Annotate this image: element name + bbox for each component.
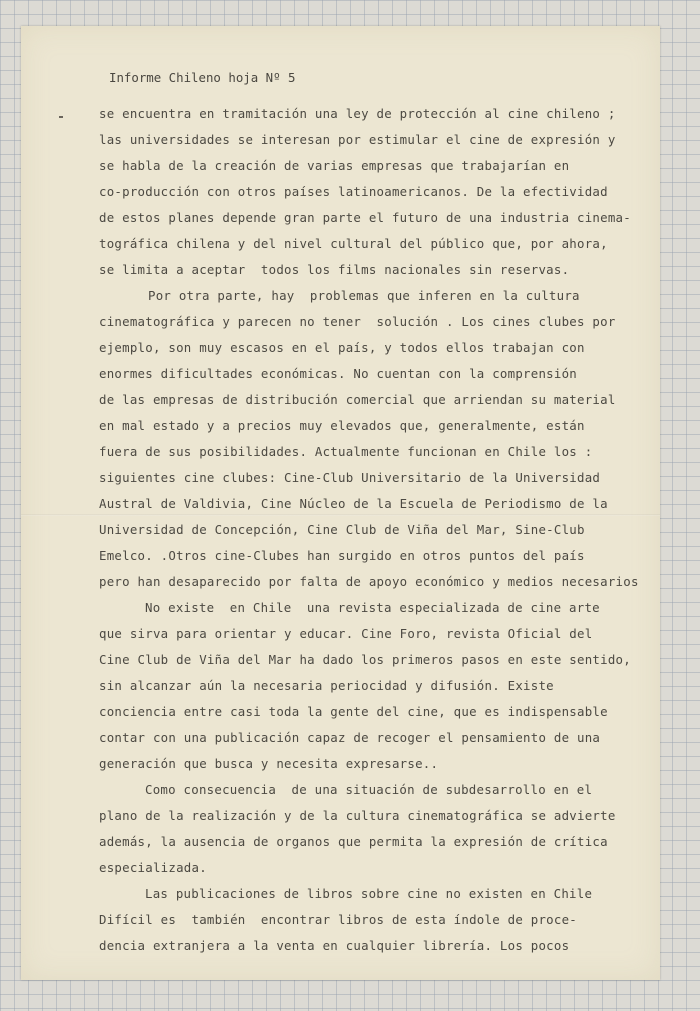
text-line: Emelco. .Otros cine-Clubes han surgido en otros puntos del país [99, 548, 585, 563]
text-line: de estos planes depende gran parte el futuro de una industria cinema- [99, 210, 631, 225]
text-line: co-producción con otros países latinoamericanos. De la efectividad [99, 184, 608, 199]
text-line: se habla de la creación de varias empresas que trabajarían en [99, 158, 570, 173]
text-line: generación que busca y necesita expresarse.. [99, 756, 439, 771]
paper-fold-crease [21, 514, 660, 516]
text-line: cinematográfica y parecen no tener solución . Los cines clubes por [99, 314, 616, 329]
text-line: en mal estado y a precios muy elevados que, generalmente, están [99, 418, 585, 433]
text-line: Austral de Valdivia, Cine Núcleo de la Escuela de Periodismo de la [99, 496, 608, 511]
text-line: Difícil es también encontrar libros de esta índole de proce- [99, 912, 578, 927]
text-line: tográfica chilena y del nivel cultural del público que, por ahora, [99, 236, 608, 251]
text-line: contar con una publicación capaz de recoger el pensamiento de una [99, 730, 601, 745]
text-line: ejemplo, son muy escasos en el país, y todos ellos trabajan con [99, 340, 585, 355]
text-line: fuera de sus posibilidades. Actualmente funcionan en Chile los : [99, 444, 593, 459]
typewritten-page [21, 26, 660, 980]
text-line: de las empresas de distribución comercial que arriendan su material [99, 392, 616, 407]
text-line: siguientes cine clubes: Cine-Club Universitario de la Universidad [99, 470, 601, 485]
text-line: se limita a aceptar todos los films nacionales sin reservas. [99, 262, 570, 277]
text-line: No existe en Chile una revista especializada de cine arte [145, 600, 600, 615]
text-line: pero han desaparecido por falta de apoyo económico y medios necesarios [99, 574, 639, 589]
text-line: que sirva para orientar y educar. Cine Foro, revista Oficial del [99, 626, 593, 641]
text-line: Por otra parte, hay problemas que inferen en la cultura [148, 288, 580, 303]
text-line: dencia extranjera a la venta en cualquier librería. Los pocos [99, 938, 570, 953]
margin-mark [59, 116, 63, 118]
text-line: enormes dificultades económicas. No cuentan con la comprensión [99, 366, 578, 381]
text-line: conciencia entre casi toda la gente del cine, que es indispensable [99, 704, 608, 719]
page-header: Informe Chileno hoja Nº 5 [109, 70, 296, 85]
text-line: las universidades se interesan por estimular el cine de expresión y [99, 132, 616, 147]
text-line: sin alcanzar aún la necesaria periocidad y difusión. Existe [99, 678, 554, 693]
text-line: Universidad de Concepción, Cine Club de Viña del Mar, Sine-Club [99, 522, 585, 537]
text-line: Cine Club de Viña del Mar ha dado los primeros pasos en este sentido, [99, 652, 631, 667]
text-line: especializada. [99, 860, 207, 875]
text-line: Como consecuencia de una situación de subdesarrollo en el [145, 782, 593, 797]
text-line: se encuentra en tramitación una ley de protección al cine chileno ; [99, 106, 616, 121]
text-line: además, la ausencia de organos que permita la expresión de crítica [99, 834, 608, 849]
text-line: plano de la realización y de la cultura cinematográfica se advierte [99, 808, 616, 823]
text-line: Las publicaciones de libros sobre cine no existen en Chile [145, 886, 593, 901]
